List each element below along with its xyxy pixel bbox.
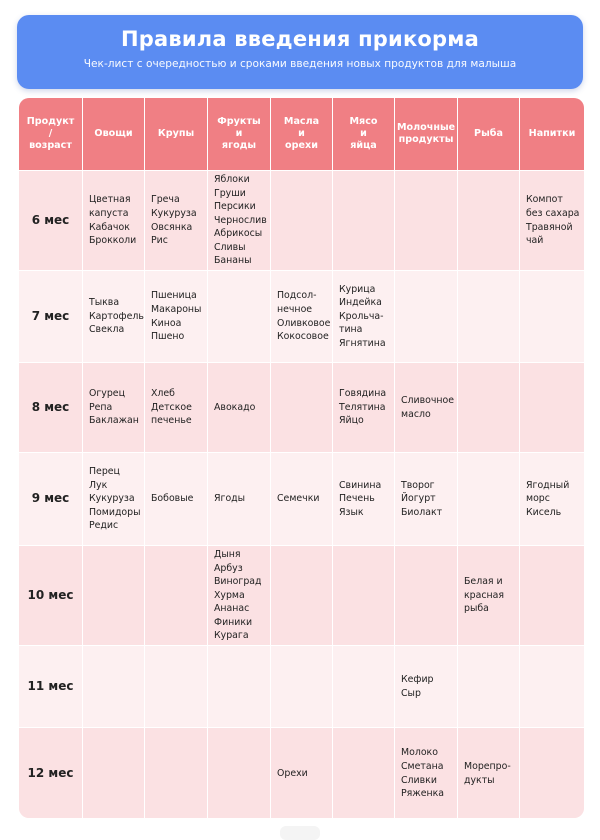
cell-line: Кукуруза: [89, 493, 135, 505]
table-cell: [83, 171, 145, 271]
cell-line: Пшено: [151, 331, 185, 343]
table-row: [19, 546, 584, 646]
table-cell: [395, 271, 458, 363]
table-cell: [271, 271, 333, 363]
cell-line: Арбуз: [214, 562, 243, 574]
cell-line: Кисель: [526, 506, 562, 518]
table-cell: [271, 728, 333, 818]
cell-line: Кабачок: [89, 221, 130, 233]
cell-line: рыба: [464, 603, 489, 615]
feeding-table: [19, 98, 584, 818]
cell-line: Ягнятина: [339, 337, 386, 349]
cell-line: чай: [526, 235, 544, 247]
cell-line: Сливы: [214, 241, 246, 253]
cell-line: Тыква: [89, 297, 120, 309]
table-cell: [458, 363, 520, 453]
cell-line: Макароны: [151, 303, 202, 315]
cell-line: Баклажан: [89, 415, 139, 427]
cell-line: Абрикосы: [214, 228, 263, 240]
cell-line: Травяной: [526, 221, 573, 233]
cell-line: Яйцо: [339, 415, 364, 427]
age-cell: 11 мес: [19, 646, 83, 728]
cell-line: Сливочное: [401, 394, 455, 406]
column-header: Крупы: [145, 98, 208, 171]
table-cell: [333, 453, 395, 546]
page-title: Правила введения прикорма: [121, 27, 479, 51]
cell-line: Индейка: [339, 297, 382, 309]
table-cell: [145, 646, 208, 728]
cell-line: Кукуруза: [151, 207, 197, 219]
table-cell: [83, 728, 145, 818]
column-header: Масла и орехи: [271, 98, 333, 171]
cell-line: Творог: [401, 479, 435, 491]
cell-line: Семечки: [277, 493, 320, 505]
table-cell: [395, 646, 458, 728]
cell-line: Кефир: [401, 673, 434, 685]
table-cell: [83, 546, 145, 646]
cell-line: Курага: [214, 630, 249, 642]
cell-line: капуста: [89, 207, 129, 219]
table-cell: [458, 271, 520, 363]
column-header: Продукт / возраст: [19, 98, 83, 171]
table-cell: [271, 453, 333, 546]
table-cell: [458, 646, 520, 728]
table-row: [19, 453, 584, 546]
table-cell: [83, 646, 145, 728]
table-cell: [333, 271, 395, 363]
cell-line: морс: [526, 493, 550, 505]
cell-line: Язык: [339, 506, 364, 518]
table-cell: [395, 728, 458, 818]
table-cell: [333, 728, 395, 818]
table-cell: [83, 453, 145, 546]
table-cell: [520, 271, 584, 363]
cell-line: Ряженка: [401, 788, 445, 800]
cell-line: нечное: [277, 303, 313, 315]
cell-line: Ягоды: [214, 493, 246, 505]
cell-line: Киноа: [151, 317, 182, 329]
table-row: [19, 646, 584, 728]
cell-line: Детское: [151, 401, 192, 413]
cell-line: тина: [339, 324, 363, 336]
table-cell: [333, 646, 395, 728]
column-header: Фрукты и ягоды: [208, 98, 271, 171]
cell-line: красная: [464, 589, 505, 601]
table-cell: [145, 171, 208, 271]
cell-line: Ягодный: [526, 479, 570, 491]
cell-line: Помидоры: [89, 506, 141, 518]
table-row: [19, 271, 584, 363]
column-header: Овощи: [83, 98, 145, 171]
footer-mark: [280, 826, 320, 840]
table-cell: [208, 728, 271, 818]
table-row: [19, 171, 584, 271]
cell-line: Орехи: [277, 767, 308, 779]
cell-line: Бананы: [214, 255, 252, 267]
table-cell: [208, 646, 271, 728]
table-cell: [271, 646, 333, 728]
cell-line: Телятина: [339, 401, 386, 413]
table-cell: [271, 546, 333, 646]
age-cell: 9 мес: [19, 453, 83, 546]
table-cell: [458, 546, 520, 646]
cell-line: Авокадо: [214, 401, 256, 413]
table-cell: [395, 546, 458, 646]
cell-line: печенье: [151, 415, 192, 427]
age-cell: 8 мес: [19, 363, 83, 453]
cell-line: Греча: [151, 194, 180, 206]
cell-line: Печень: [339, 493, 375, 505]
table-cell: [458, 171, 520, 271]
cell-line: Груши: [214, 187, 246, 199]
cell-line: Редис: [89, 520, 119, 532]
cell-line: Картофель: [89, 310, 144, 322]
cell-line: Крольча-: [339, 310, 384, 322]
table-cell: [333, 363, 395, 453]
table-cell: [145, 728, 208, 818]
cell-line: Брокколи: [89, 235, 137, 247]
table-cell: [333, 546, 395, 646]
table-cell: [520, 453, 584, 546]
table-cell: [395, 453, 458, 546]
cell-line: Сыр: [401, 687, 421, 699]
table-body: [19, 171, 584, 818]
table-row: [19, 728, 584, 818]
cell-line: Перец: [89, 466, 120, 478]
cell-line: Репа: [89, 401, 113, 413]
cell-line: без сахара: [526, 207, 580, 219]
cell-line: Сливки: [401, 774, 437, 786]
table-cell: [458, 453, 520, 546]
cell-line: Биолакт: [401, 506, 443, 518]
cell-line: Ананас: [214, 603, 250, 615]
table-cell: [271, 363, 333, 453]
cell-line: Курица: [339, 283, 376, 295]
cell-line: Персики: [214, 201, 256, 213]
cell-line: Пшеница: [151, 290, 197, 302]
cell-line: Морепро-: [464, 760, 511, 772]
column-header: Напитки: [520, 98, 584, 171]
cell-line: Белая и: [464, 576, 503, 588]
feeding-table-card: [19, 98, 584, 818]
age-cell: 10 мес: [19, 546, 83, 646]
cell-line: Кокосовое: [277, 331, 329, 343]
table-cell: [520, 728, 584, 818]
table-cell: [208, 271, 271, 363]
age-cell: 12 мес: [19, 728, 83, 818]
page-subtitle: Чек-лист с очередностью и сроками введения новых продуктов для малыша: [83, 58, 517, 70]
age-cell: 6 мес: [19, 171, 83, 271]
table-row: [19, 363, 584, 453]
cell-line: Молоко: [401, 747, 438, 759]
title-banner: [17, 15, 583, 89]
cell-line: масло: [401, 408, 431, 420]
cell-line: Цветная: [89, 194, 131, 206]
column-header: Рыба: [458, 98, 520, 171]
table-cell: [520, 546, 584, 646]
cell-line: Дыня: [214, 548, 241, 560]
table-cell: [208, 546, 271, 646]
cell-line: Оливковое: [277, 317, 331, 329]
table-cell: [395, 171, 458, 271]
cell-line: Йогурт: [401, 493, 436, 505]
table-cell: [145, 363, 208, 453]
column-header: Молочные продукты: [395, 98, 458, 171]
table-cell: [333, 171, 395, 271]
cell-line: Финики: [214, 616, 253, 628]
cell-line: Свекла: [89, 324, 125, 336]
cell-line: Виноград: [214, 576, 262, 588]
table-cell: [271, 171, 333, 271]
cell-line: дукты: [464, 774, 495, 786]
table-cell: [520, 171, 584, 271]
table-cell: [145, 546, 208, 646]
cell-line: Лук: [89, 479, 108, 491]
cell-line: Подсол-: [277, 290, 317, 302]
cell-line: Хурма: [214, 589, 245, 601]
cell-line: Компот: [526, 194, 563, 206]
cell-line: Сметана: [401, 760, 444, 772]
cell-line: Хлеб: [151, 388, 175, 400]
table-cell: [208, 363, 271, 453]
table-cell: [145, 453, 208, 546]
cell-line: Говядина: [339, 388, 387, 400]
cell-line: Рис: [151, 235, 168, 247]
cell-line: Свинина: [339, 479, 382, 491]
table-cell: [145, 271, 208, 363]
cell-line: Яблоки: [214, 173, 250, 185]
cell-line: Бобовые: [151, 493, 194, 505]
column-header: Мясо и яйца: [333, 98, 395, 171]
cell-line: Овсянка: [151, 221, 193, 233]
cell-line: Огурец: [89, 388, 125, 400]
table-cell: [83, 271, 145, 363]
table-cell: [208, 453, 271, 546]
table-cell: [395, 363, 458, 453]
table-cell: [520, 646, 584, 728]
age-cell: 7 мес: [19, 271, 83, 363]
cell-line: Чернослив: [214, 214, 267, 226]
table-cell: [520, 363, 584, 453]
table-cell: [458, 728, 520, 818]
table-cell: [83, 363, 145, 453]
table-header-row: [19, 98, 584, 171]
table-cell: [208, 171, 271, 271]
